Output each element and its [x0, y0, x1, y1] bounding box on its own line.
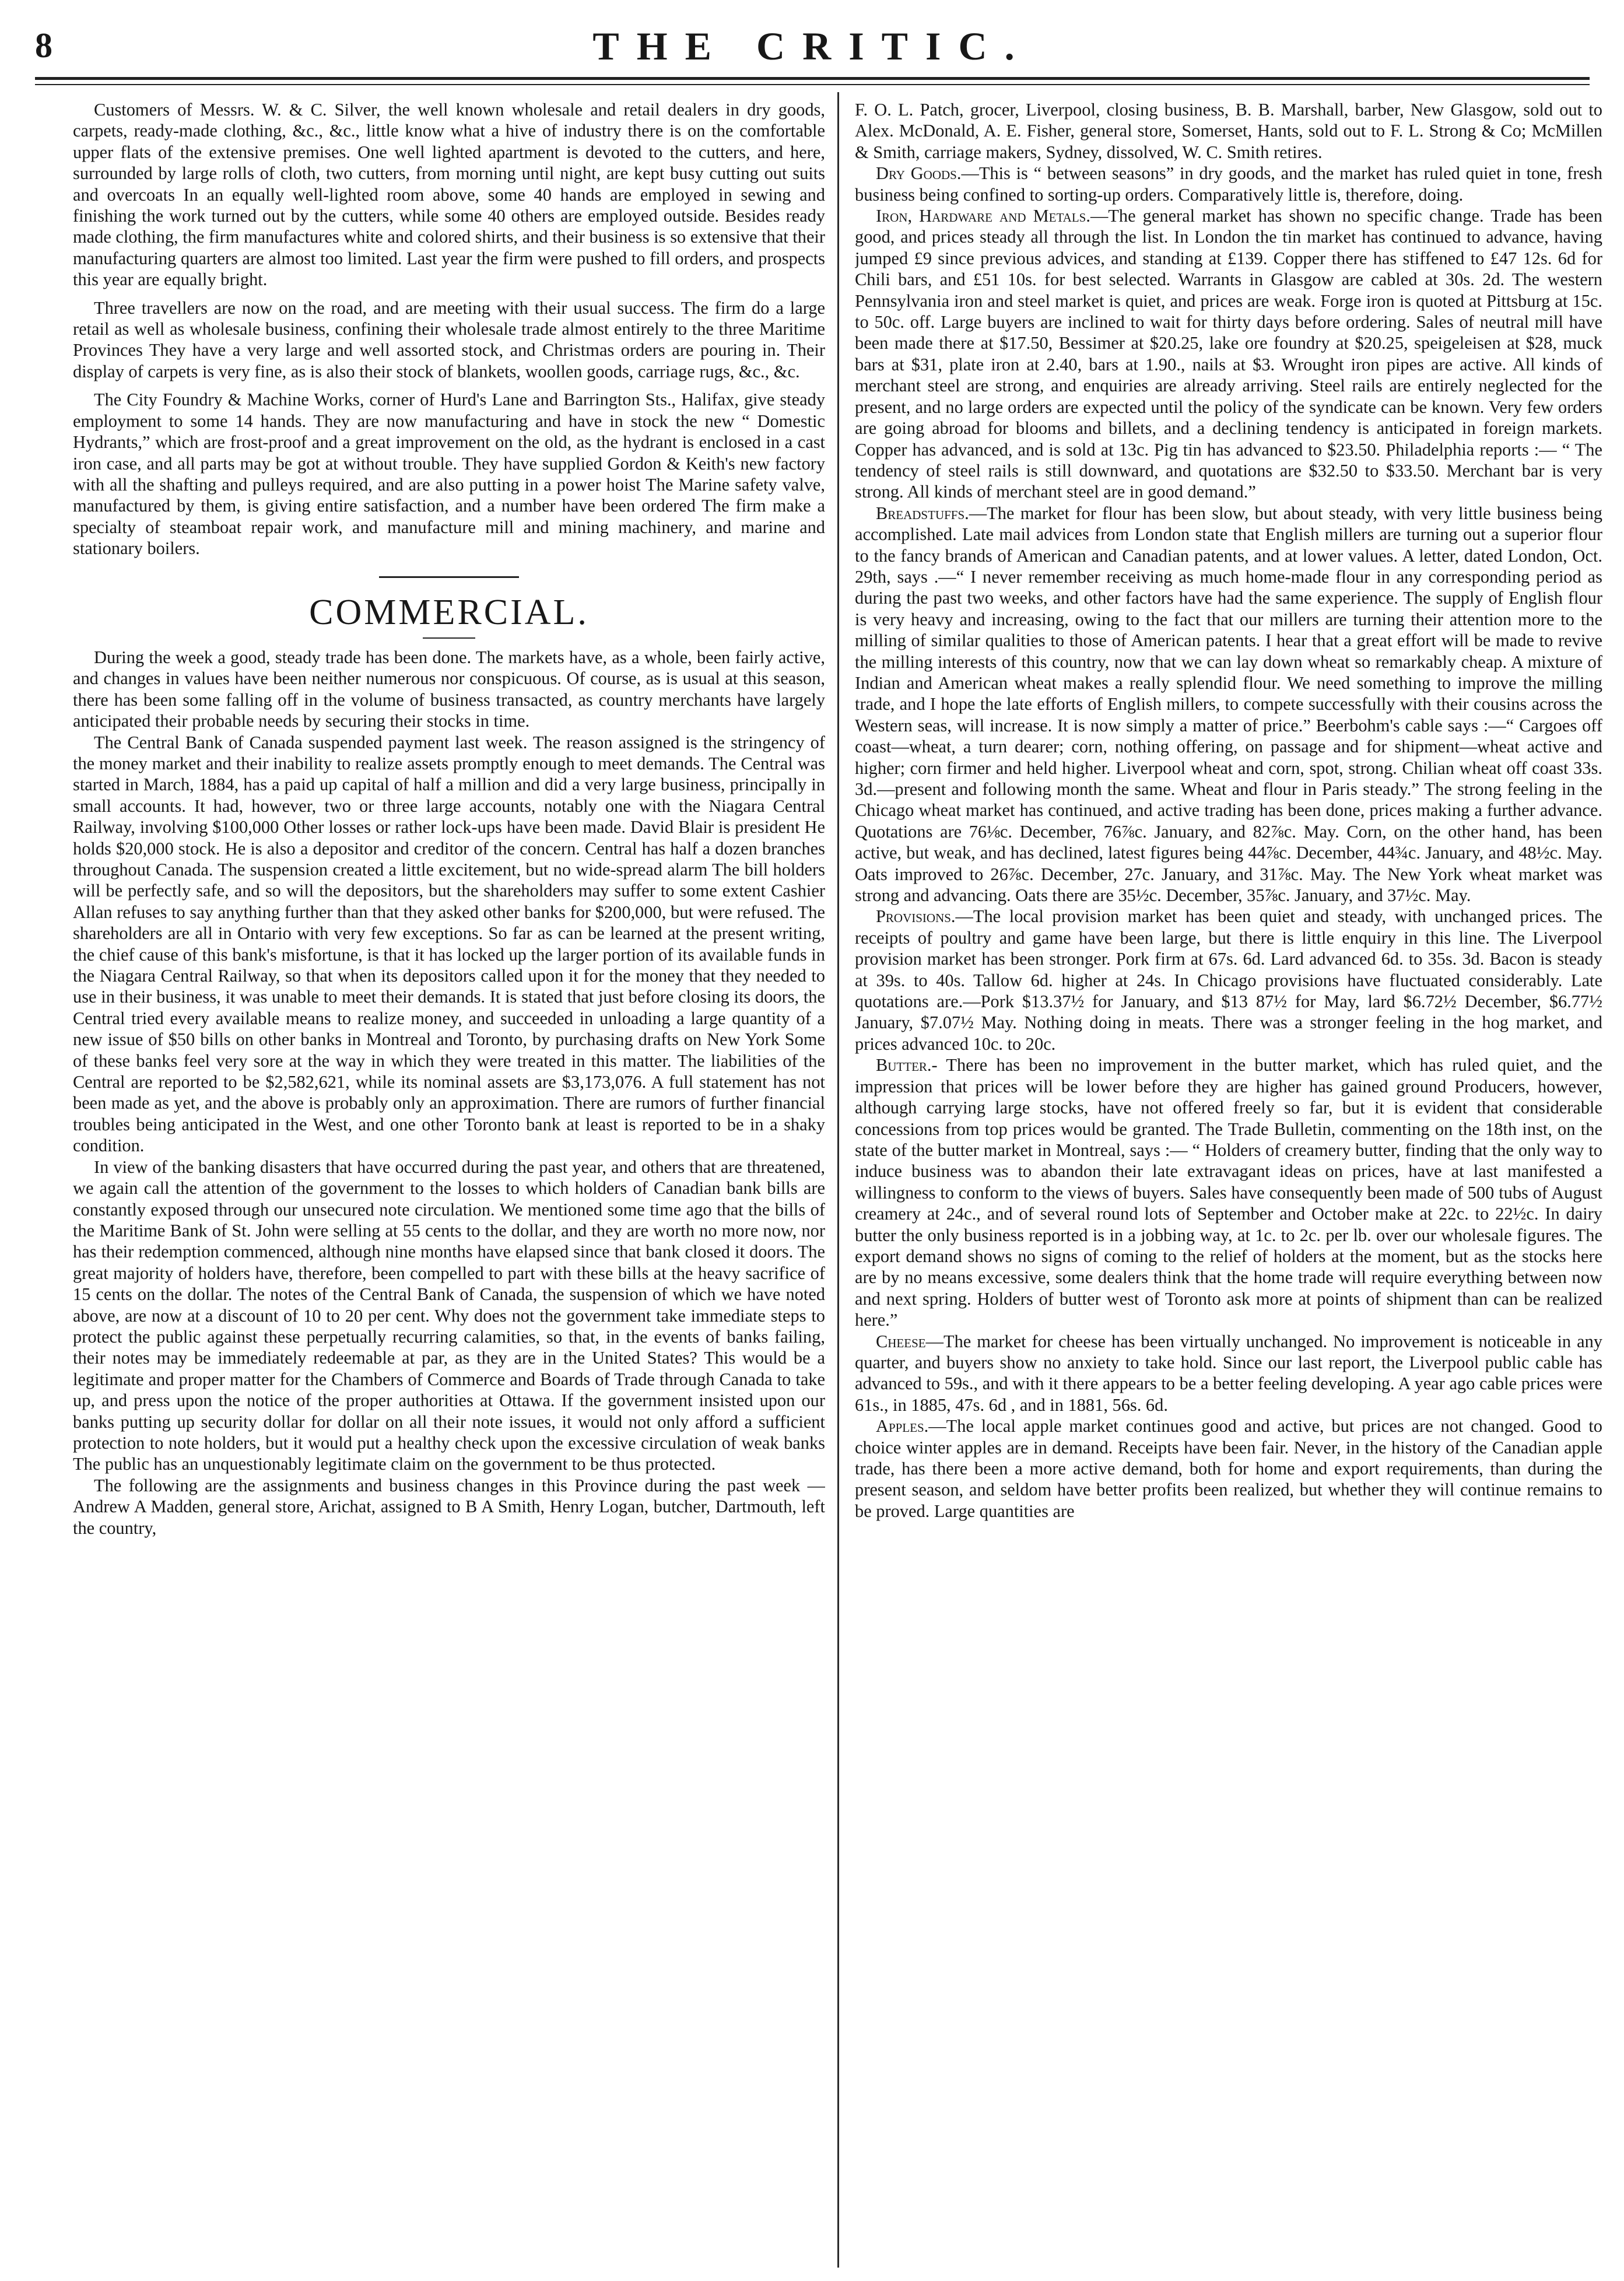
breadstuffs-lead: Breadstuffs. [876, 503, 969, 523]
cheese-lead: Cheese [876, 1331, 926, 1351]
butter-paragraph [855, 1054, 1602, 1330]
assignments-paragraph: The following are the assignments and business changes in this Province during the past week —Andrew A Madden, general store, Arichat, assigned to B A Smith, Henry Logan, butcher, Dartmouth, left the country, [73, 1475, 825, 1538]
commercial-intro-paragraph: During the week a good, steady trade has been done. The markets have, as a whole, been fairly active, and changes in values have been neither numerous nor conspicuous. Of course, as is usual at this season, there has been some falling off in the volume of business transacted, as country merchants have largely anticipated their probable needs by securing their stocks in time. [73, 647, 825, 731]
cheese-paragraph [855, 1331, 1602, 1416]
dry-goods-paragraph [855, 163, 1602, 205]
banking-disasters-paragraph: In view of the banking disasters that have occurred during the past year, and others that are threatened, we again call the attention of the government to the losses to which holders of Canadian bank bills are constantly exposed through our unsecured note circulation. We mentioned some time ago that the bills of the Maritime Bank of St. John were selling at 55 cents to the dollar, and they are worth no more now, nor has their redemption commenced, although nine months have elapsed since that bank closed it doors. The great majority of holders have, therefore, been compelled to part with these bills at the heavy sacrifice of 15 cents on the dollar. The notes of the Central Bank of Canada, the suspension of which we have noted above, are now at a discount of 10 to 20 per cent. Why does not the government take immediate steps to protect the public against these perpetually recurring calamities, so that, in the events of banks failing, their notes may be immediately redeemable at par, as they are in the United States? This would be a legitimate and proper matter for the Chambers of Commerce and Boards of Trade through Canada to take up, and press upon the notice of the proper authorities at Ottawa. If the government insisted upon our banks putting up security dollar for dollar on all their note issues, it would not only afford a sufficient protection to note holders, but it would put a healthy check upon the excessive circulation of weak banks The public has an unquestionably legitimate claim on the government to be thus protected. [73, 1157, 825, 1474]
right-column [855, 99, 1602, 2269]
breadstuffs-text: —The market for flour has been slow, but about steady, with very little business being accomplished. Late mail advices from London state that English millers are turning out a superior flour to the fancy brands of American and Canadian patents, and at lower values. A letter, dated London, Oct. 29th, says .—“ I never remember receiving as much home-made flour in any corresponding period as during the past two weeks, and other factors have had the same experience. The supply of English flour is very heavy and increasing, owing to the fact that our millers are turning their attention more to the milling of similar qualities to those of American patents. I hear that a great effort will be made to revive the milling interests of this country, now that we can lay down wheat so remarkably cheap. A mixture of Indian and American wheat makes a really splendid flour. We need something to improve the milling trade, and I hope the late efforts of English millers, to compete successfully with their cousins across the Western seas, will increase. It is now simply a matter of price.” Beerbohm's cable says :—“ Cargoes off coast—wheat, a turn dearer; corn, nothing offering, on passage and for shipment—wheat active and higher; corn firmer and held higher. Liverpool wheat and corn, spot, strong. Chilian wheat off coast 33s. 3d.—present and following month the same. Wheat and flour in Paris steady.” The strong feeling in the Chicago wheat market has continued, and active trading has been done, prices making a further advance. Quotations are 76⅛c. December, 76⅞c. January, and 82⅞c. May. Corn, on the other hand, has been active, but weak, and has declined, latest figures being 44⅞c. December, 44¾c. January, and 48½c. May. Oats improved to 26⅞c. December, 27c. January, and 31⅞c. May. The New York wheat market was strong and advancing. Oats there are 35½c. December, 35⅞c. January, and 37½c. May. [855, 503, 1602, 906]
page-number: 8 [35, 26, 52, 65]
butter-text: - There has been no improvement in the butter market, which has ruled quiet, and the impression that prices will be lower before they are higher has gained ground Producers, however, although carrying large stocks, have not offered freely so far, but it is evident that considerable concessions from top prices would be granted. The Trade Bulletin, commenting on the 18th inst, on the state of the butter market in Montreal, says :— “ Holders of creamery butter, finding that the only way to induce business was to abandon their late extravagant ideas on prices, have at last manifested a willingness to conform to the views of buyers. Sales have consequently been made of 500 tubs of August creamery at 24c., and of several round lots of September and October make at 22c. to 22½c. In dairy butter the only business reported is in a jobbing way, at 1c. to 2c. per lb. over our wholesale figures. The export demand shows no signs of coming to the relief of holders at the moment, but as the stocks here are by no means excessive, some dealers think that the home trade will require everything between now and next spring. Holders of butter west of Toronto ask more at points of shipment than can be realized here.” [855, 1055, 1602, 1330]
apples-text: —The local apple market continues good and active, but prices are not changed. Good to choice winter apples are in demand. Receipts have been fair. Never, in the history of the Canadian apple trade, has there been a more active demand, both for home and export requirements, than during the present season, and seldom have better profits been realized, but whether they will continue remains to be proved. Large quantities are [855, 1416, 1602, 1521]
provisions-text: —The local provision market has been quiet and steady, with unchanged prices. The receipts of poultry and game have been large, but there is little enquiry in this line. The Liverpool provision market has been stronger. Pork firm at 67s. 6d. Lard advanced 6d. to 35s. 3d. Bacon is steady at 39s. to 40s. Tallow 6d. higher at 24s. In Chicago provisions have fluctuated considerably. Late quotations are.—Pork $13.37½ for January, and $13 87½ for May, lard $6.72½ December, $6.77½ January, $7.07½ May. Nothing doing in meats. There was a stronger feeling in the hog market, and prices advanced 10c. to 20c. [855, 906, 1602, 1054]
travellers-paragraph: Three travellers are now on the road, and are meeting with their usual success. The firm do a large retail as well as wholesale business, confining their wholesale trade almost entirely to the three Maritime Provinces They have a very large and well assorted stock, and Christmas orders are pouring in. Their display of carpets is very fine, as is also their stock of blankets, woollen goods, carriage rugs, &c., &c. [73, 297, 825, 381]
iron-hardware-paragraph [855, 205, 1602, 503]
cheese-text: —The market for cheese has been virtually unchanged. No improvement is noticeable in any quarter, and buyers show no anxiety to take hold. Since our last report, the Liverpool public cable has advanced to 59s., and with it there appears to be a better feeling developing. A year ago cable prices were 61s., in 1885, 47s. 6d , and in 1881, 56s. 6d. [855, 1331, 1602, 1415]
masthead-title: THE CRITIC. [592, 24, 1032, 68]
left-column [73, 99, 825, 2269]
provisions-lead: Provisions. [876, 906, 956, 927]
iron-hardware-lead: Iron, Hardware and Metals. [876, 206, 1090, 226]
column-divider [837, 92, 839, 2268]
apples-lead: Apples. [876, 1416, 929, 1436]
silver-article-paragraph: Customers of Messrs. W. & C. Silver, the well known wholesale and retail dealers in dry goods, carpets, ready-made clothing, &c., &c., little know what a hive of industry there is on the comfortable upper flats of the extensive premises. One well lighted apartment is devoted to the cutters, and here, surrounded by large rolls of cloth, two cutters, from morning until night, are kept busy cutting out suits and overcoats In an equally well-lighted room above, some 40 hands are employed in sewing and finishing the work turned out by the cutters, while some 40 others are employed outside. Besides ready made clothing, the firm manufactures white and colored shirts, and their business is so extensive that their manufacturing quarters are almost too limited. Last year the firm were pushed to fill orders, and prospects this year are equally bright. [73, 100, 825, 290]
header-rule-thin [35, 84, 1590, 85]
breadstuffs-paragraph [855, 503, 1602, 906]
section-ornament-rule [379, 576, 519, 578]
foundry-article-paragraph: The City Foundry & Machine Works, corner of Hurd's Lane and Barrington Sts., Halifax, give steady employment to some 14 hands. They are now manufacturing and have in stock the new “ Domestic Hydrants,” which are frost-proof and a great improvement on the old, as the hydrant is enclosed in a cast iron case, and all parts may be got at without trouble. They have supplied Gordon & Keith's new factory with all the shafting and pulleys required, and are also putting in a power hoist The Marine safety valve, manufactured by them, is giving entire satisfaction, and a number have been ordered The firm make a specialty of steamboat repair work, and manufacture mill and mining machinery, and marine and stationary boilers. [73, 390, 825, 559]
header-rule-thick [35, 77, 1590, 80]
iron-hardware-text: —The general market has shown no specific change. Trade has been good, and prices steady all through the list. In London the tin market has continued to advance, having jumped £9 since previous advices, and standing at £139. Copper there has stiffened to £47 12s. 6d for Chili bars, and £51 10s. for best selected. Warrants in Glasgow are cabled at 30s. 2d. The western Pennsylvania iron and steel market is quiet, and prices are weak. Forge iron is quoted at Pittsburg at 15c. to 50c. off. Large buyers are inclined to wait for thirty days before ordering. Sales of neutral mill have been made there at $17.50, Bessimer at $20.25, lake ore foundry at $20.25, speigeleisen at $28, muck bars at $31, plate iron at 2.40, bars at 1.90., nails at $3. Wrought iron pipes are active. All kinds of merchant steel are strong, and enquiries are already arriving. Steel rails are entirely neglected for the present, and no large orders are expected until the policy of the syndicate can be known. Very few orders are going abroad for blooms and billets, and a declining tendency is anticipated in foreign markets. Copper has advanced, and is sold at 13c. Pig tin has advanced to $23.50. Philadelphia reports :— “ The tendency of steel rails is still downward, and quotations are $32.50 to $33.50. Merchant bar is very strong. All kinds of merchant steel are in good demand.” [855, 206, 1602, 502]
commercial-heading: COMMERCIAL. [309, 592, 589, 632]
apples-paragraph [855, 1415, 1602, 1522]
central-bank-paragraph: The Central Bank of Canada suspended payment last week. The reason assigned is the stringency of the money market and their inability to realize assets promptly enough to meet demands. The Central was started in March, 1884, has a paid up capital of half a million and did a very large business, principally in small accounts. It had, however, two or three large accounts, notably one with the Niagara Central Railway, involving $100,000 Other losses or rather lock-ups have been made. David Blair is president He holds $20,000 stock. He is also a depositor and creditor of the concern. Central has half a dozen branches throughout Canada. The suspension created a little excitement, but no wide-spread alarm The bill holders will be perfectly safe, and so will the depositors, but the shareholders may suffer to some extent Cashier Allan refuses to say anything further than that they asked other banks for $200,000, but were refused. The shareholders are all in Ontario with very few exceptions. So far as can be learned at the present writing, the chief cause of this bank's misfortune, is that it has locked up the larger portion of its available funds in the Niagara Central Railway, so that when its depositors called upon it for the money that they needed to use in their business, it was unable to meet their demands. It is stated that just before closing its doors, the Central tried every available means to realize money, and succeeded in unloading a large quantity of a new issue of $50 bills on other banks in Montreal and Toronto, by purchasing drafts on New York Some of these banks feel very sore at the way in which they were treated in this matter. The liabilities of the Central are reported to be $2,582,621, while its nominal assets are $3,173,076. A full statement has not been made as yet, and the above is probably only an approximation. There are rumors of further financial troubles being anticipated in the West, and one other Toronto bank at least is reported to be in a shaky condition. [73, 732, 825, 1156]
butter-lead: Butter. [876, 1055, 932, 1075]
provisions-paragraph [855, 906, 1602, 1054]
assignments-continued-paragraph: F. O. L. Patch, grocer, Liverpool, closing business, B. B. Marshall, barber, New Glasgow, sold out to Alex. McDonald, A. E. Fisher, general store, Somerset, Hants, sold out to F. L. Strong & Co; McMillen & Smith, carriage makers, Sydney, dissolved, W. C. Smith retires. [855, 100, 1602, 162]
commercial-heading-block [73, 571, 825, 639]
dry-goods-lead: Dry Goods. [876, 163, 962, 184]
page-header [35, 21, 1590, 91]
dry-goods-text: —This is “ between seasons” in dry goods, and the market has ruled quiet in tone, fresh business being confined to sorting-up orders. Comparatively little is, therefore, doing. [855, 163, 1602, 205]
heading-underline [423, 637, 475, 639]
